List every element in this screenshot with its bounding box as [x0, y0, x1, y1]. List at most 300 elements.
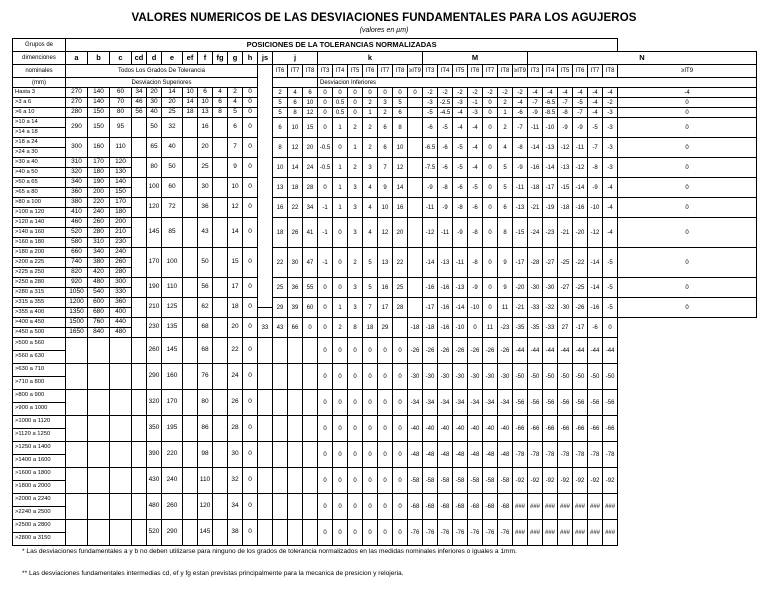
- value-cell: 0: [348, 494, 363, 520]
- value-cell: 1: [363, 108, 378, 118]
- value-cell: [132, 138, 147, 158]
- value-cell: -48: [423, 442, 438, 468]
- value-cell: -40: [498, 416, 513, 442]
- value-cell: 480: [110, 328, 132, 338]
- value-cell: 0: [378, 416, 393, 442]
- value-cell: -9: [573, 118, 588, 138]
- value-cell: -4: [573, 88, 588, 98]
- value-cell: -30: [483, 364, 498, 390]
- value-cell: [183, 278, 198, 298]
- value-cell: ###: [573, 494, 588, 520]
- value-cell: -27: [543, 248, 558, 278]
- value-cell: 10: [303, 98, 318, 108]
- value-cell: -92: [573, 468, 588, 494]
- value-cell: 420: [88, 268, 110, 278]
- table-row: [13, 298, 757, 308]
- value-cell: -21: [528, 198, 543, 218]
- value-cell: [110, 390, 132, 416]
- range-cell: >900 a 1000: [13, 403, 66, 416]
- value-cell: -4: [588, 98, 603, 108]
- value-cell: -6: [513, 108, 528, 118]
- value-cell: 16: [393, 198, 408, 218]
- value-cell: 0: [393, 442, 408, 468]
- value-cell: 0: [243, 278, 258, 298]
- value-cell: -92: [588, 468, 603, 494]
- value-cell: 300: [110, 278, 132, 288]
- value-cell: -14: [588, 248, 603, 278]
- value-cell: -48: [468, 442, 483, 468]
- value-cell: [273, 494, 288, 520]
- value-cell: -76: [498, 520, 513, 546]
- value-cell: [183, 318, 198, 338]
- value-cell: -1: [318, 248, 333, 278]
- value-cell: -66: [603, 416, 618, 442]
- value-cell: 0: [378, 364, 393, 390]
- value-cell: 0: [243, 158, 258, 178]
- value-cell: ###: [573, 520, 588, 546]
- value-cell: 12: [378, 218, 393, 248]
- value-cell: 290: [147, 364, 162, 390]
- value-cell: 27: [558, 318, 573, 338]
- value-cell: -26: [483, 338, 498, 364]
- value-cell: 0: [618, 248, 757, 278]
- value-cell: 7: [378, 158, 393, 178]
- value-cell: 9: [378, 178, 393, 198]
- value-cell: 120: [147, 198, 162, 218]
- value-cell: [110, 442, 132, 468]
- value-cell: 1200: [66, 298, 88, 308]
- value-cell: 34: [228, 494, 243, 520]
- value-cell: 24: [228, 364, 243, 390]
- value-cell: -56: [528, 390, 543, 416]
- letter-header-m: M: [423, 52, 528, 65]
- value-cell: 0: [243, 364, 258, 390]
- value-cell: [408, 278, 423, 298]
- value-cell: 0: [243, 442, 258, 468]
- value-cell: 85: [162, 218, 183, 248]
- value-cell: 600: [88, 298, 110, 308]
- value-cell: -21: [513, 298, 528, 318]
- letter-header-b: b: [88, 52, 110, 65]
- value-cell: -12: [588, 218, 603, 248]
- value-cell: 0: [483, 158, 498, 178]
- value-cell: 2: [363, 138, 378, 158]
- value-cell: -5: [468, 178, 483, 198]
- value-cell: -7: [528, 98, 543, 108]
- value-cell: -40: [468, 416, 483, 442]
- value-cell: 2: [228, 88, 243, 98]
- value-cell: 14: [228, 218, 243, 248]
- value-cell: -76: [423, 520, 438, 546]
- value-cell: 660: [66, 248, 88, 258]
- value-cell: 580: [66, 238, 88, 248]
- value-cell: 260: [147, 338, 162, 364]
- value-cell: -66: [588, 416, 603, 442]
- value-cell: 180: [110, 208, 132, 218]
- value-cell: -68: [438, 494, 453, 520]
- value-cell: 110: [198, 468, 213, 494]
- value-cell: 12: [393, 158, 408, 178]
- table-row: [13, 416, 757, 429]
- value-cell: 1: [348, 138, 363, 158]
- table-row: [13, 442, 757, 455]
- value-cell: -11: [528, 118, 543, 138]
- value-cell: -56: [588, 390, 603, 416]
- value-cell: 80: [198, 390, 213, 416]
- value-cell: -6: [588, 318, 603, 338]
- value-cell: 10: [393, 138, 408, 158]
- value-cell: ###: [558, 520, 573, 546]
- js-desviacion-cell: [258, 65, 273, 308]
- value-cell: ###: [528, 494, 543, 520]
- value-cell: 22: [288, 198, 303, 218]
- value-cell: -34: [438, 390, 453, 416]
- value-cell: -48: [408, 442, 423, 468]
- value-cell: 4: [363, 218, 378, 248]
- value-cell: 65: [147, 138, 162, 158]
- value-cell: 3: [348, 198, 363, 218]
- value-cell: -16: [588, 298, 603, 318]
- value-cell: -40: [483, 416, 498, 442]
- value-cell: -68: [408, 494, 423, 520]
- value-cell: 5: [498, 158, 513, 178]
- value-cell: 2: [378, 108, 393, 118]
- value-cell: 6: [198, 88, 213, 98]
- value-cell: -17: [543, 178, 558, 198]
- value-cell: 4: [363, 178, 378, 198]
- value-cell: 0: [618, 218, 757, 248]
- grade-header: IT5: [348, 65, 363, 78]
- value-cell: -7.5: [423, 158, 438, 178]
- value-cell: -56: [603, 390, 618, 416]
- value-cell: 20: [162, 98, 183, 108]
- value-cell: 16: [273, 198, 288, 218]
- value-cell: 9: [228, 158, 243, 178]
- value-cell: 2: [333, 318, 348, 338]
- value-cell: 145: [162, 338, 183, 364]
- value-cell: 100: [162, 248, 183, 278]
- value-cell: 0: [243, 138, 258, 158]
- value-cell: 0: [318, 318, 333, 338]
- letter-header-g: g: [228, 52, 243, 65]
- value-cell: -30: [558, 298, 573, 318]
- value-cell: -50: [528, 364, 543, 390]
- value-cell: -4: [468, 158, 483, 178]
- value-cell: -14: [543, 158, 558, 178]
- value-cell: -16: [573, 198, 588, 218]
- grade-header: IT4: [333, 65, 348, 78]
- header-grupos: Grupos de: [13, 39, 66, 52]
- range-cell: >40 a 50: [13, 168, 66, 178]
- value-cell: 17: [228, 278, 243, 298]
- range-cell: >50 a 65: [13, 178, 66, 188]
- grade-header: IT3: [423, 65, 438, 78]
- page-subtitle: (valores en µm): [359, 27, 409, 34]
- value-cell: 340: [88, 248, 110, 258]
- header-grupos-2: dimenciones: [13, 52, 66, 65]
- value-cell: [303, 338, 318, 364]
- value-cell: -30: [543, 278, 558, 298]
- value-cell: 0: [363, 468, 378, 494]
- footnote-1: * Las desviaciones fundamentales a y b no deben utilizarse para ninguno de los grados de tolerancia normalizados en las medidas nominales inferiores o iguales a 1mm.: [22, 548, 517, 555]
- value-cell: [258, 390, 273, 416]
- value-cell: -20: [573, 218, 588, 248]
- value-cell: -50: [558, 364, 573, 390]
- value-cell: -6: [453, 178, 468, 198]
- range-cell: >280 a 315: [13, 288, 66, 298]
- value-cell: -26: [468, 338, 483, 364]
- value-cell: [132, 318, 147, 338]
- value-cell: 310: [66, 158, 88, 168]
- value-cell: [183, 442, 198, 468]
- footnote-2: ** Las desviaciones fundamentales intermedias cd, ef y fg estan previstas principalmente para la mecanica de presicion y relojeria.: [22, 570, 404, 577]
- range-cell: >2000 a 2240: [13, 494, 66, 507]
- value-cell: -58: [483, 468, 498, 494]
- value-cell: -4: [588, 88, 603, 98]
- value-cell: [288, 416, 303, 442]
- range-cell: >225 a 250: [13, 268, 66, 278]
- grade-header: IT6: [573, 65, 588, 78]
- value-cell: 30: [198, 178, 213, 198]
- value-cell: -76: [408, 520, 423, 546]
- value-cell: 6: [498, 198, 513, 218]
- value-cell: [303, 390, 318, 416]
- value-cell: 840: [88, 328, 110, 338]
- range-cell: >710 a 800: [13, 377, 66, 390]
- value-cell: [213, 442, 228, 468]
- value-cell: [408, 218, 423, 248]
- value-cell: 9: [498, 248, 513, 278]
- value-cell: 0: [483, 98, 498, 108]
- value-cell: 0: [243, 494, 258, 520]
- value-cell: 50: [162, 158, 183, 178]
- value-cell: 760: [88, 318, 110, 328]
- value-cell: 4: [228, 98, 243, 108]
- value-cell: -3: [468, 108, 483, 118]
- value-cell: 310: [88, 238, 110, 248]
- value-cell: 6: [378, 118, 393, 138]
- value-cell: -26: [498, 338, 513, 364]
- value-cell: 56: [132, 108, 147, 118]
- value-cell: 29: [378, 318, 393, 338]
- value-cell: -3: [453, 98, 468, 108]
- value-cell: -7: [558, 98, 573, 108]
- value-cell: [288, 364, 303, 390]
- value-cell: 300: [66, 138, 88, 158]
- value-cell: 55: [303, 278, 318, 298]
- value-cell: 25: [162, 108, 183, 118]
- value-cell: [273, 416, 288, 442]
- value-cell: [288, 338, 303, 364]
- value-cell: 190: [88, 178, 110, 188]
- value-cell: -6: [423, 118, 438, 138]
- value-cell: -23: [543, 218, 558, 248]
- value-cell: [183, 468, 198, 494]
- value-cell: 41: [303, 218, 318, 248]
- value-cell: -6: [438, 158, 453, 178]
- value-cell: -13: [513, 198, 528, 218]
- value-cell: 260: [162, 494, 183, 520]
- table-row: [13, 248, 757, 258]
- value-cell: [258, 338, 273, 364]
- value-cell: 60: [303, 298, 318, 318]
- range-cell: >355 a 400: [13, 308, 66, 318]
- value-cell: -5: [453, 158, 468, 178]
- value-cell: -48: [483, 442, 498, 468]
- value-cell: 0: [243, 390, 258, 416]
- value-cell: -2: [498, 88, 513, 98]
- value-cell: 0: [363, 88, 378, 98]
- value-cell: 380: [66, 198, 88, 208]
- value-cell: [110, 468, 132, 494]
- value-cell: 0: [318, 494, 333, 520]
- value-cell: ###: [603, 494, 618, 520]
- table-row: [13, 218, 757, 228]
- value-cell: 12: [228, 198, 243, 218]
- value-cell: -78: [573, 442, 588, 468]
- value-cell: 13: [273, 178, 288, 198]
- value-cell: -68: [483, 494, 498, 520]
- table-row: [13, 318, 757, 328]
- value-cell: -5: [453, 138, 468, 158]
- value-cell: -58: [438, 468, 453, 494]
- value-cell: [288, 468, 303, 494]
- grade-header: IT5: [453, 65, 468, 78]
- value-cell: [303, 520, 318, 546]
- value-cell: -44: [513, 338, 528, 364]
- value-cell: -4: [603, 88, 618, 98]
- value-cell: [303, 442, 318, 468]
- value-cell: -17: [423, 298, 438, 318]
- value-cell: 0: [243, 416, 258, 442]
- value-cell: -19: [543, 198, 558, 218]
- value-cell: 43: [273, 318, 288, 338]
- value-cell: 62: [198, 298, 213, 318]
- value-cell: -58: [453, 468, 468, 494]
- header-todos: Todos Los Grados De Tolerancia: [66, 65, 258, 78]
- value-cell: [66, 338, 88, 364]
- value-cell: ###: [528, 520, 543, 546]
- value-cell: -44: [603, 338, 618, 364]
- value-cell: 110: [110, 138, 132, 158]
- header-row-3: [13, 65, 757, 78]
- value-cell: 5: [363, 278, 378, 298]
- value-cell: -14: [573, 178, 588, 198]
- value-cell: 0: [333, 138, 348, 158]
- value-cell: 0: [333, 390, 348, 416]
- header-j-blank: [273, 78, 318, 88]
- value-cell: -25: [558, 248, 573, 278]
- value-cell: 0: [363, 442, 378, 468]
- value-cell: 1: [333, 298, 348, 318]
- header-row-2: [13, 52, 757, 65]
- range-cell: >560 a 630: [13, 351, 66, 364]
- value-cell: [132, 178, 147, 198]
- value-cell: 36: [288, 278, 303, 298]
- value-cell: 0: [348, 88, 363, 98]
- grade-header: IT4: [543, 65, 558, 78]
- value-cell: 0: [333, 248, 348, 278]
- value-cell: 11: [498, 298, 513, 318]
- value-cell: -18: [423, 318, 438, 338]
- value-cell: 7: [228, 138, 243, 158]
- value-cell: [88, 416, 110, 442]
- value-cell: 56: [198, 278, 213, 298]
- grade-header: IT6: [363, 65, 378, 78]
- range-cell: >200 a 225: [13, 258, 66, 268]
- value-cell: 17: [378, 298, 393, 318]
- value-cell: 0.5: [333, 108, 348, 118]
- value-cell: -6: [438, 138, 453, 158]
- table-row: [13, 108, 757, 118]
- value-cell: -18: [558, 198, 573, 218]
- value-cell: 0: [618, 158, 757, 178]
- range-cell: >630 a 710: [13, 364, 66, 377]
- value-cell: -11: [438, 218, 453, 248]
- value-cell: -12: [423, 218, 438, 248]
- value-cell: 100: [147, 178, 162, 198]
- value-cell: -16: [438, 298, 453, 318]
- value-cell: -9: [528, 108, 543, 118]
- value-cell: 280: [88, 228, 110, 238]
- value-cell: -2: [468, 88, 483, 98]
- value-cell: 43: [198, 218, 213, 248]
- value-cell: [132, 278, 147, 298]
- value-cell: -48: [453, 442, 468, 468]
- value-cell: 820: [66, 268, 88, 278]
- value-cell: -12: [558, 138, 573, 158]
- value-cell: 540: [88, 288, 110, 298]
- value-cell: 0: [243, 318, 258, 338]
- value-cell: -11: [453, 248, 468, 278]
- value-cell: 0: [393, 416, 408, 442]
- value-cell: 8: [348, 318, 363, 338]
- value-cell: 1: [333, 158, 348, 178]
- value-cell: -34: [408, 390, 423, 416]
- value-cell: [132, 158, 147, 178]
- value-cell: 140: [88, 98, 110, 108]
- value-cell: 240: [162, 468, 183, 494]
- value-cell: -58: [408, 468, 423, 494]
- value-cell: 0: [333, 442, 348, 468]
- value-cell: -78: [543, 442, 558, 468]
- value-cell: -30: [528, 278, 543, 298]
- grade-header: IT7: [588, 65, 603, 78]
- value-cell: 12: [288, 138, 303, 158]
- value-cell: [273, 520, 288, 546]
- value-cell: [408, 98, 423, 108]
- value-cell: -66: [513, 416, 528, 442]
- value-cell: -9: [468, 278, 483, 298]
- deviation-table: [12, 38, 768, 542]
- value-cell: [88, 442, 110, 468]
- value-cell: 0: [618, 138, 757, 158]
- value-cell: 150: [88, 108, 110, 118]
- value-cell: 8: [498, 218, 513, 248]
- value-cell: [408, 108, 423, 118]
- value-cell: -16: [528, 158, 543, 178]
- value-cell: -4: [588, 108, 603, 118]
- value-cell: 320: [66, 168, 88, 178]
- value-cell: -4: [603, 198, 618, 218]
- value-cell: -17: [513, 248, 528, 278]
- value-cell: 36: [198, 198, 213, 218]
- value-cell: -50: [603, 364, 618, 390]
- value-cell: 60: [110, 88, 132, 98]
- value-cell: 10: [183, 88, 198, 98]
- value-cell: -13: [543, 138, 558, 158]
- table-row: [13, 520, 757, 533]
